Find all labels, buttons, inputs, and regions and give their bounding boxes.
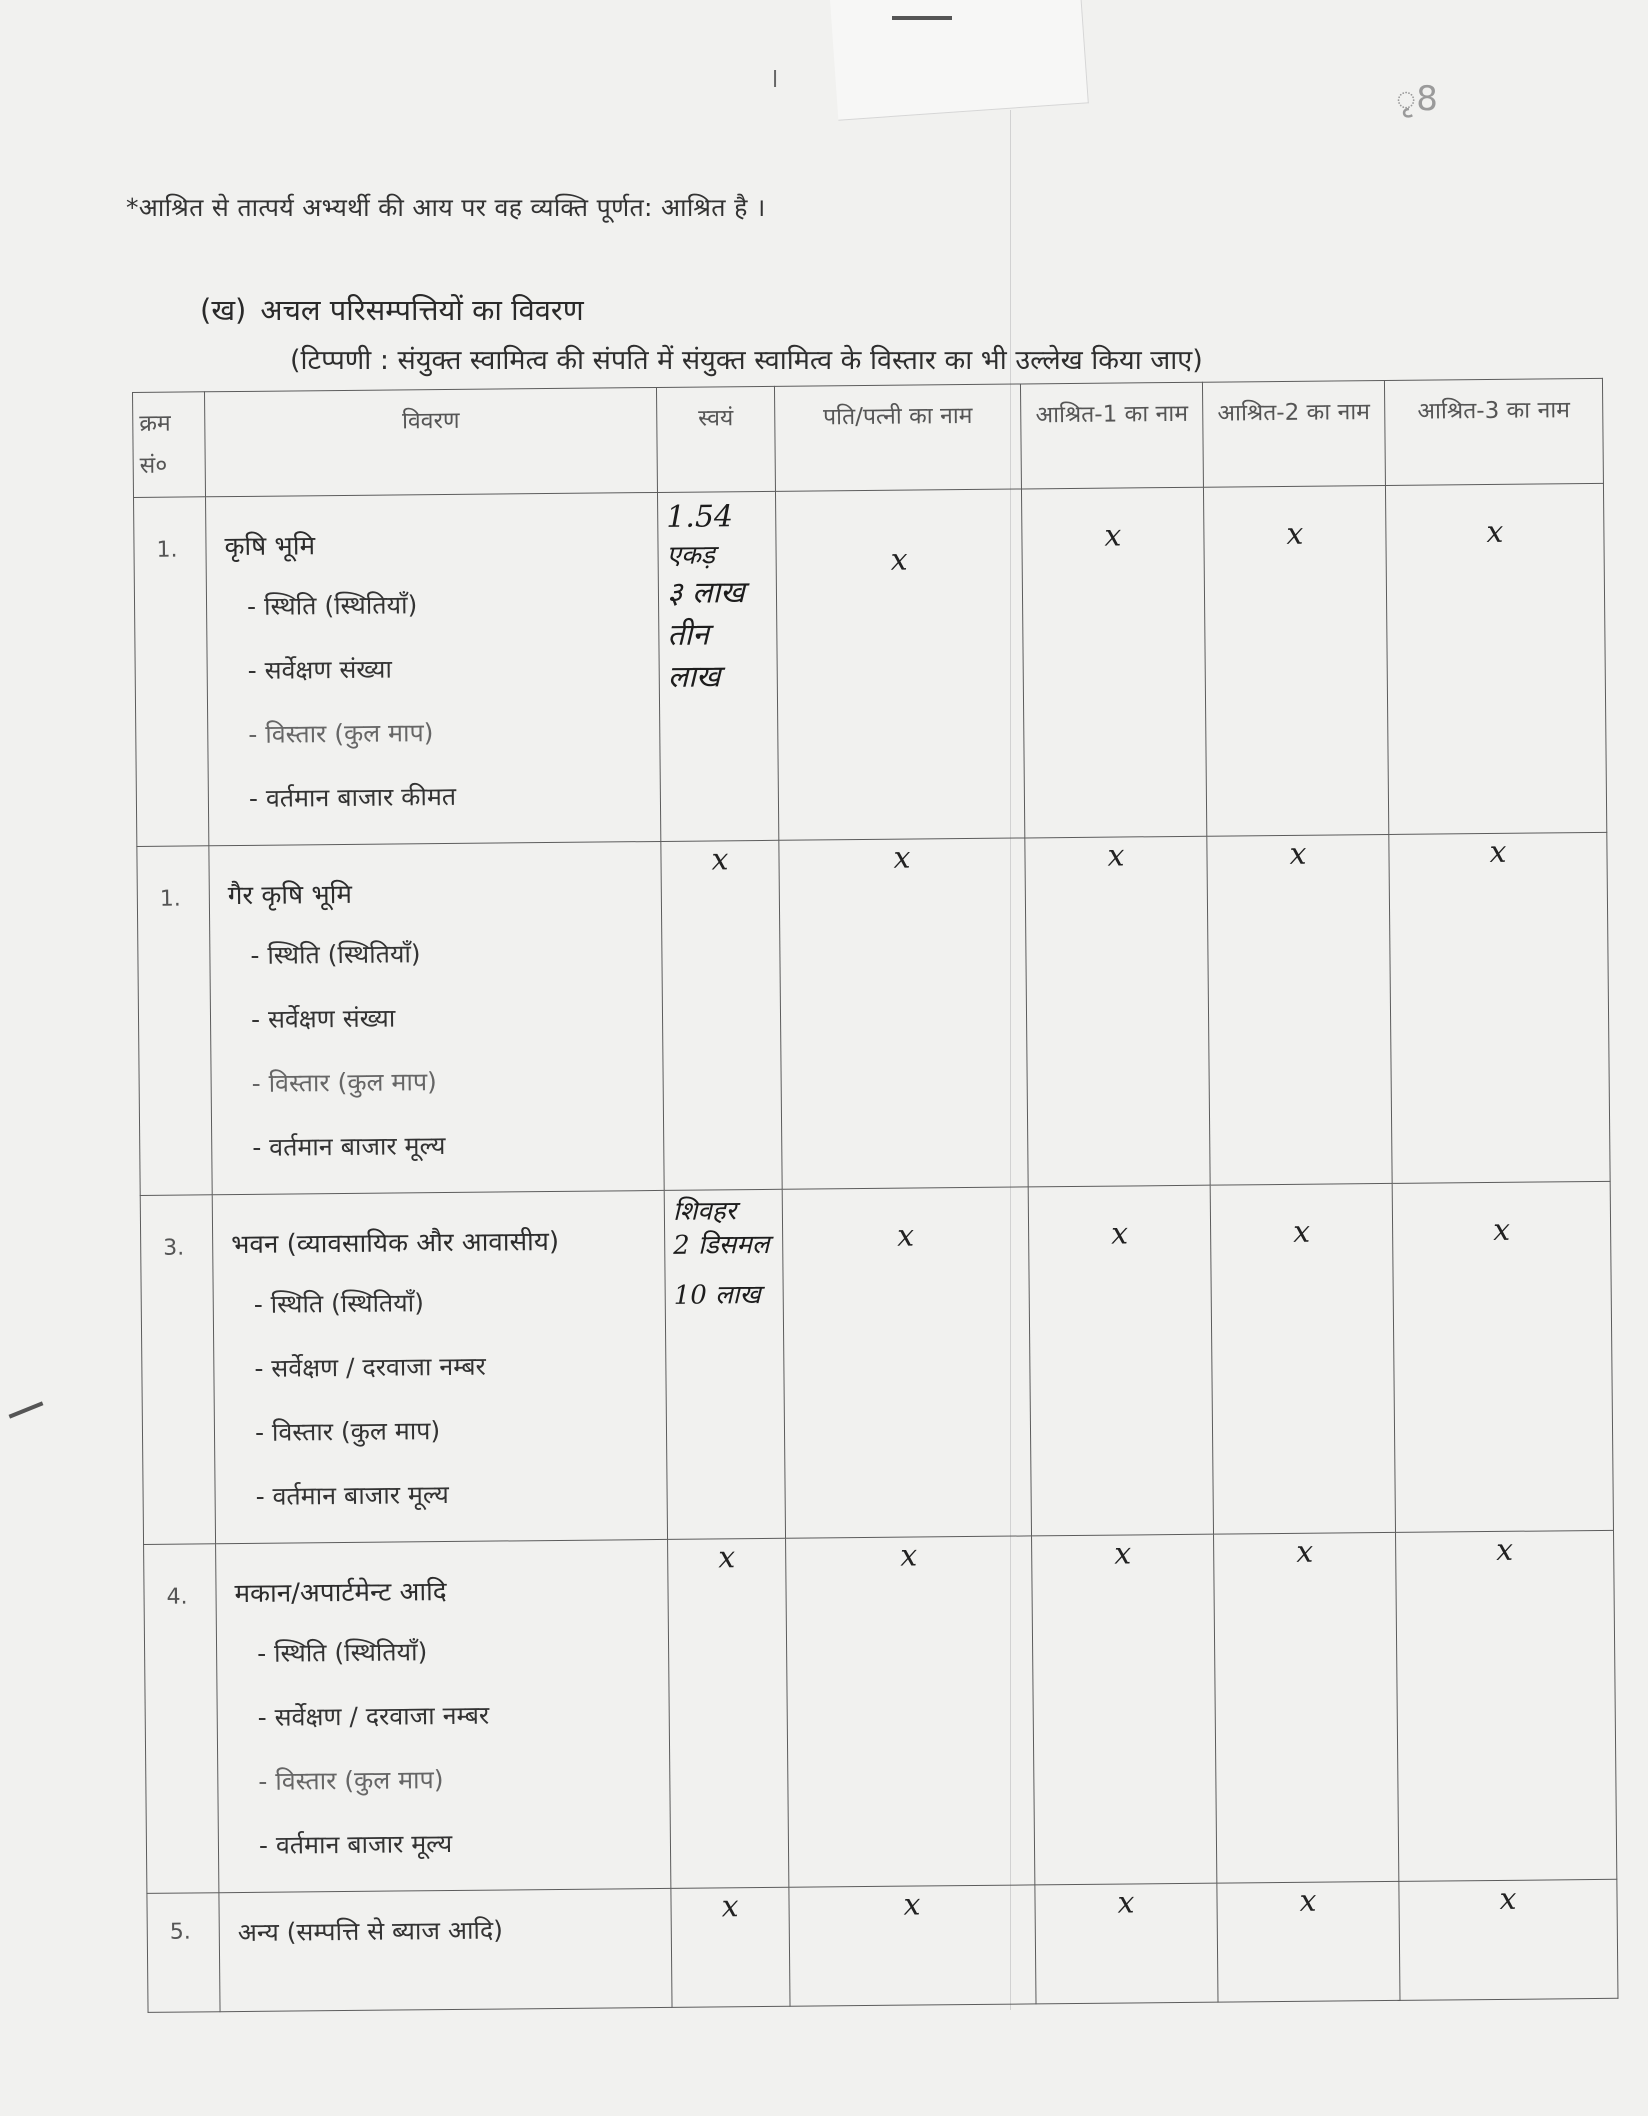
stapled-paper-corner <box>830 0 1089 121</box>
spouse-cell <box>786 1536 1035 1887</box>
staple-mark <box>892 16 952 20</box>
dependent-3-cell <box>1399 1879 1618 2000</box>
page-top-mark: l <box>772 68 779 93</box>
header-dependent-1: आश्रित-1 का नाम <box>1020 382 1203 489</box>
row-title: कृषि भूमि <box>224 531 316 563</box>
table-row-other <box>147 1879 1618 2012</box>
cross-mark: x <box>1286 516 1304 552</box>
cross-mark: x <box>1114 1536 1132 1572</box>
spouse-cell <box>775 489 1024 840</box>
header-self: स्वयं <box>656 386 775 492</box>
cross-mark: x <box>1486 514 1504 551</box>
row-item: - विस्तार (कुल माप) <box>258 1765 444 1796</box>
row-title: अन्य (सम्पत्ति से ब्याज आदि) <box>237 1915 504 1948</box>
self-cell <box>661 840 782 1190</box>
dependent-1-cell <box>1025 836 1210 1187</box>
spouse-cell <box>782 1187 1031 1538</box>
row-serial: 1. <box>134 497 209 847</box>
handwritten-text: एकड़ <box>666 540 716 571</box>
margin-ink-mark <box>9 1401 44 1418</box>
cross-mark: x <box>1496 1532 1514 1568</box>
edge-scribble: ृ8 <box>1396 79 1438 119</box>
row-serial: 5. <box>147 1893 220 2013</box>
cross-mark: x <box>1489 834 1507 870</box>
handwritten-text: शिवहर <box>672 1196 737 1227</box>
dependent-footnote: *आश्रित से तात्पर्य अभ्यर्थी की आय पर वह व्यक्ति पूर्णत: आश्रित है । <box>126 193 766 222</box>
dependent-1-cell <box>1021 487 1206 838</box>
dependent-1-cell <box>1032 1534 1217 1885</box>
dependent-1-cell <box>1035 1883 1218 2004</box>
self-cell <box>671 1887 790 2007</box>
dependent-3-cell <box>1389 832 1610 1183</box>
row-details <box>206 492 661 845</box>
self-handwritten-entry <box>664 1189 785 1539</box>
cross-mark: x <box>1110 1216 1129 1252</box>
dependent-3-cell <box>1385 483 1606 834</box>
dependent-2-cell <box>1207 834 1392 1185</box>
cross-mark: x <box>1292 1214 1311 1250</box>
cross-mark: x <box>903 1887 921 1923</box>
cross-mark: x <box>1117 1885 1135 1921</box>
row-item: - वर्तमान बाजार मूल्य <box>252 1131 446 1162</box>
row-item: - सर्वेक्षण / दरवाजा नम्बर <box>257 1700 490 1732</box>
header-dependent-2: आश्रित-2 का नाम <box>1202 380 1385 487</box>
cross-mark: x <box>1289 836 1307 872</box>
row-title: मकान/अपार्टमेन्ट आदि <box>234 1577 447 1610</box>
row-details <box>209 841 664 1194</box>
table-row-non-agricultural-land <box>137 832 1610 1195</box>
cross-mark: x <box>893 840 911 876</box>
row-serial: 3. <box>140 1195 215 1545</box>
table-row-house-apartment <box>144 1530 1617 1893</box>
section-prefix: (ख) <box>200 293 247 327</box>
immovable-assets-table <box>132 378 1618 2013</box>
table-row-building <box>140 1181 1613 1544</box>
dependent-2-cell <box>1210 1183 1395 1534</box>
cross-mark: x <box>1299 1883 1317 1919</box>
dependent-3-cell <box>1396 1530 1617 1881</box>
row-serial: 4. <box>144 1544 219 1894</box>
cross-mark: x <box>1492 1212 1511 1248</box>
row-item: - स्थिति (स्थितियाँ) <box>250 939 421 970</box>
row-title: गैर कृषि भूमि <box>227 879 353 912</box>
dependent-1-cell <box>1028 1185 1213 1536</box>
row-item: - सर्वेक्षण संख्या <box>247 654 393 685</box>
dependent-3-cell <box>1392 1181 1613 1532</box>
row-item: - वर्तमान बाजार मूल्य <box>255 1480 449 1511</box>
cross-mark: x <box>721 1889 739 1925</box>
row-title: भवन (व्यावसायिक और आवासीय) <box>231 1226 560 1261</box>
row-item: - सर्वेक्षण संख्या <box>250 1003 396 1034</box>
cross-mark: x <box>711 842 729 878</box>
cross-mark: x <box>1104 518 1122 554</box>
self-handwritten-entry <box>657 491 778 841</box>
row-item: - विस्तार (कुल माप) <box>251 1067 437 1098</box>
table-row-agricultural-land <box>134 483 1607 846</box>
spouse-cell <box>779 838 1028 1189</box>
header-details: विवरण <box>205 387 658 496</box>
cross-mark: x <box>1499 1881 1517 1917</box>
dependent-2-cell <box>1203 485 1388 836</box>
header-spouse: पति/पत्नी का नाम <box>774 384 1021 491</box>
header-serial: क्रम सं० <box>133 392 206 498</box>
section-note: (टिप्पणी : संयुक्त स्वामित्व की संपति में संयुक्त स्वामित्व के विस्तार का भी उल्लेख किया जाए) <box>290 345 1203 376</box>
handwritten-text: तीन <box>667 617 710 653</box>
row-item: - स्थिति (स्थितियाँ) <box>246 590 418 621</box>
cross-mark: x <box>1107 838 1125 874</box>
handwritten-text: लाख <box>667 659 721 695</box>
handwritten-text: 2 डिसमल <box>673 1229 770 1261</box>
row-details <box>212 1190 667 1543</box>
cross-mark: x <box>900 1538 918 1574</box>
row-item: - सर्वेक्षण / दरवाजा नम्बर <box>254 1351 486 1383</box>
immovable-assets-table-wrapper <box>132 378 1617 1948</box>
section-title: अचल परिसम्पत्तियों का विवरण <box>260 293 584 327</box>
row-details <box>219 1888 672 2011</box>
row-details <box>216 1539 671 1892</box>
dependent-2-cell <box>1217 1881 1400 2002</box>
row-item: - वर्तमान बाजार मूल्य <box>258 1828 453 1860</box>
handwritten-text: 1.54 <box>666 499 734 535</box>
row-serial: 1. <box>137 846 212 1196</box>
cross-mark: x <box>1296 1534 1314 1570</box>
handwritten-text: ३ लाख <box>666 575 745 611</box>
row-item: - विस्तार (कुल माप) <box>248 718 434 749</box>
table-header-row <box>133 378 1604 497</box>
dependent-2-cell <box>1214 1532 1399 1883</box>
self-cell <box>668 1538 789 1888</box>
cross-mark: x <box>718 1540 736 1576</box>
spouse-cell <box>789 1885 1036 2006</box>
row-item: - स्थिति (स्थितियाँ) <box>253 1288 425 1319</box>
row-item: - स्थिति (स्थितियाँ) <box>256 1637 428 1668</box>
row-item: - विस्तार (कुल माप) <box>254 1416 441 1447</box>
section-heading <box>200 290 584 329</box>
handwritten-text: 10 लाख <box>673 1280 761 1311</box>
cross-mark: x <box>890 542 908 578</box>
row-item: - वर्तमान बाजार कीमत <box>248 781 457 813</box>
cross-mark: x <box>897 1218 915 1254</box>
header-dependent-3: आश्रित-3 का नाम <box>1384 378 1603 485</box>
